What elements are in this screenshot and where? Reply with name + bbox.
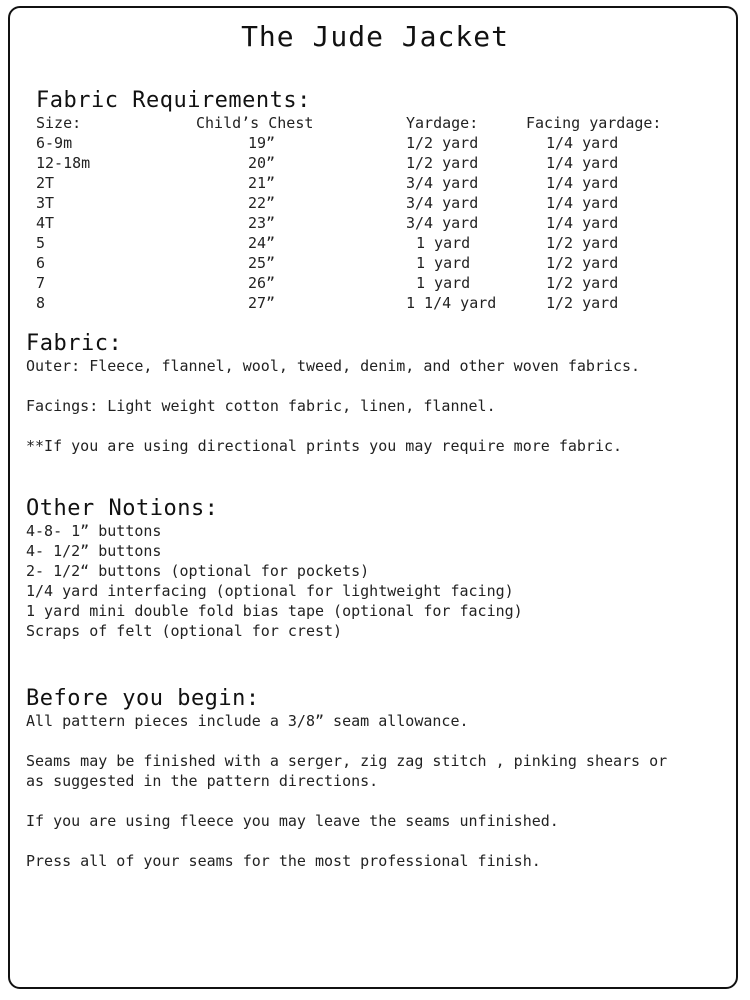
- yardage-cell: 1 yard: [416, 254, 471, 272]
- facing-cell: 1/2 yard: [546, 294, 619, 312]
- facing-cell: 1/4 yard: [546, 194, 619, 212]
- facing-cell: 1/2 yard: [546, 274, 619, 292]
- list-item: Scraps of felt (optional for crest): [26, 622, 343, 640]
- column-header-size: Size:: [36, 114, 82, 132]
- yardage-cell: 1/2 yard: [406, 134, 479, 152]
- size-cell: 3T: [36, 194, 55, 212]
- yardage-cell: 1/2 yard: [406, 154, 479, 172]
- table-row: [36, 293, 716, 313]
- chest-cell: 22”: [248, 194, 276, 212]
- chest-cell: 25”: [248, 254, 276, 272]
- table-row: [36, 253, 716, 273]
- facing-cell: 1/2 yard: [546, 234, 619, 252]
- chest-cell: 20”: [248, 154, 276, 172]
- table-header-row: [36, 113, 716, 133]
- chest-cell: 27”: [248, 294, 276, 312]
- outer-fabric-text: Outer: Fleece, flannel, wool, tweed, denim, and other woven fabrics.: [26, 357, 641, 375]
- yardage-cell: 3/4 yard: [406, 194, 479, 212]
- list-item: 1/4 yard interfacing (optional for lightweight facing): [26, 582, 514, 600]
- list-item: 1 yard mini double fold bias tape (optional for facing): [26, 602, 523, 620]
- size-cell: 4T: [36, 214, 55, 232]
- notions-heading: Other Notions:: [26, 496, 219, 521]
- yardage-cell: 3/4 yard: [406, 214, 479, 232]
- seam-finish-text-line1: Seams may be finished with a serger, zig zag stitch , pinking shears or: [26, 752, 668, 770]
- chest-cell: 19”: [248, 134, 276, 152]
- yardage-cell: 1 yard: [416, 274, 471, 292]
- seam-finish-text-line2: as suggested in the pattern directions.: [26, 772, 379, 790]
- size-cell: 5: [36, 234, 46, 252]
- size-cell: 2T: [36, 174, 55, 192]
- column-header-yardage: Yardage:: [406, 114, 479, 132]
- yardage-cell: 1 yard: [416, 234, 471, 252]
- size-cell: 6-9m: [36, 134, 73, 152]
- facing-cell: 1/4 yard: [546, 174, 619, 192]
- table-row: [36, 233, 716, 253]
- chest-cell: 23”: [248, 214, 276, 232]
- table-row: [36, 273, 716, 293]
- table-row: [36, 193, 716, 213]
- seam-allowance-text: All pattern pieces include a 3/8” seam allowance.: [26, 712, 469, 730]
- directional-prints-note: **If you are using directional prints you may require more fabric.: [26, 437, 623, 455]
- table-row: [36, 153, 716, 173]
- document-title: The Jude Jacket: [241, 20, 509, 53]
- press-seams-note: Press all of your seams for the most professional finish.: [26, 852, 541, 870]
- yardage-cell: 3/4 yard: [406, 174, 479, 192]
- list-item: 4- 1/2” buttons: [26, 542, 162, 560]
- list-item: 4-8- 1” buttons: [26, 522, 162, 540]
- size-cell: 6: [36, 254, 46, 272]
- table-row: [36, 213, 716, 233]
- yardage-cell: 1 1/4 yard: [406, 294, 497, 312]
- facings-fabric-text: Facings: Light weight cotton fabric, linen, flannel.: [26, 397, 496, 415]
- chest-cell: 24”: [248, 234, 276, 252]
- facing-cell: 1/4 yard: [546, 134, 619, 152]
- list-item: 2- 1/2“ buttons (optional for pockets): [26, 562, 370, 580]
- size-cell: 7: [36, 274, 46, 292]
- fabric-requirements-heading: Fabric Requirements:: [36, 88, 311, 113]
- facing-cell: 1/2 yard: [546, 254, 619, 272]
- table-row: [36, 173, 716, 193]
- column-header-facing: Facing yardage:: [526, 114, 662, 132]
- size-cell: 8: [36, 294, 46, 312]
- before-you-begin-heading: Before you begin:: [26, 686, 260, 711]
- fabric-requirements-table: [36, 113, 716, 313]
- fabric-heading: Fabric:: [26, 331, 123, 356]
- facing-cell: 1/4 yard: [546, 154, 619, 172]
- chest-cell: 21”: [248, 174, 276, 192]
- fleece-note: If you are using fleece you may leave the seams unfinished.: [26, 812, 559, 830]
- size-cell: 12-18m: [36, 154, 91, 172]
- column-header-chest: Child’s Chest: [196, 114, 314, 132]
- table-row: [36, 133, 716, 153]
- chest-cell: 26”: [248, 274, 276, 292]
- facing-cell: 1/4 yard: [546, 214, 619, 232]
